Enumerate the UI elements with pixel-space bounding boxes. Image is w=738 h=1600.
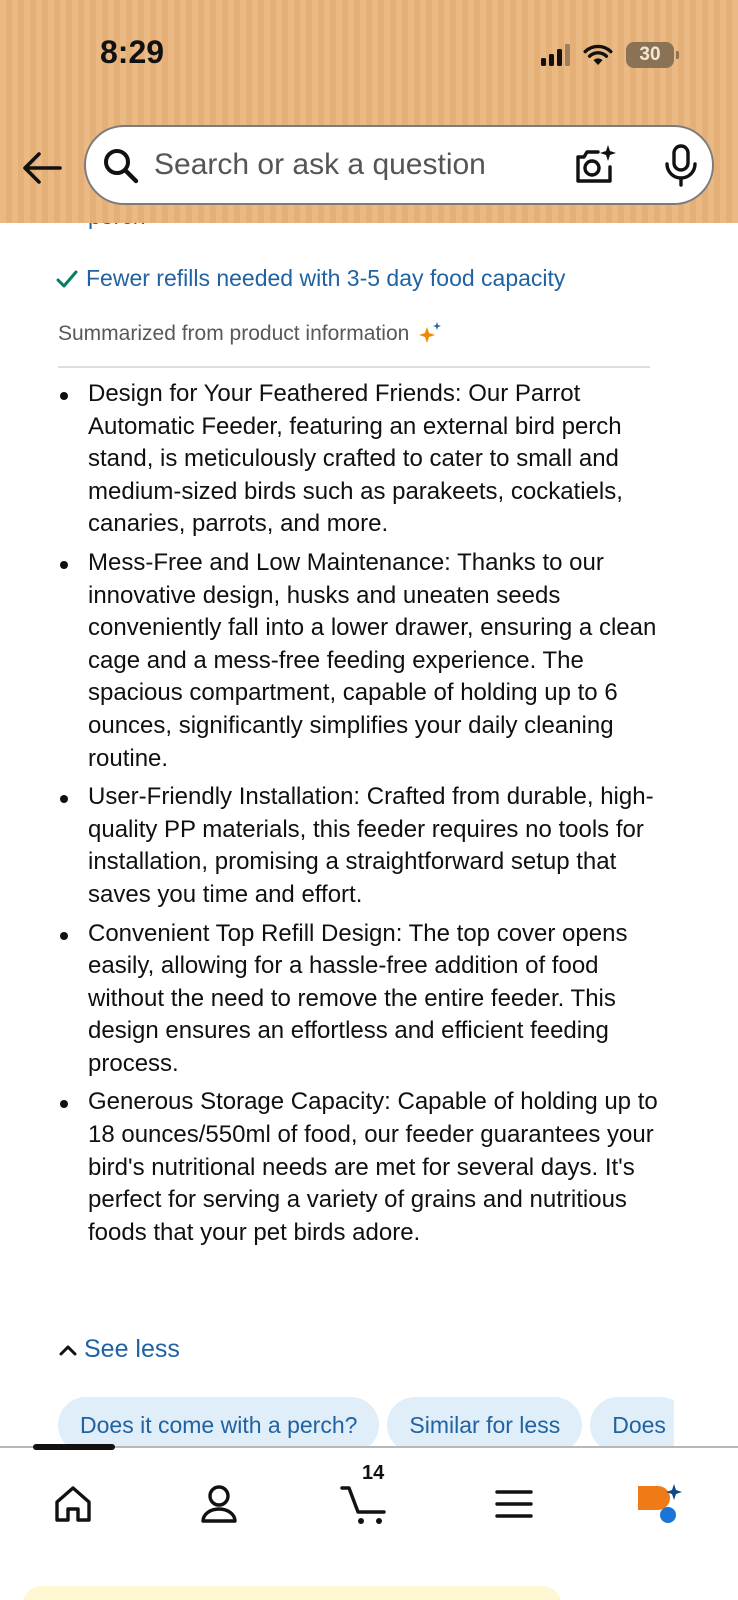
- wifi-icon: [582, 43, 614, 67]
- checkmark-icon: [56, 269, 78, 289]
- summarized-note: [58, 321, 443, 347]
- product-highlight[interactable]: [56, 265, 565, 292]
- camera-sparkle-icon: [572, 143, 618, 189]
- nav-account[interactable]: [189, 1474, 249, 1534]
- feature-bullet: Mess-Free and Low Maintenance: Thanks to our innovative design, husks and uneaten seeds conveniently fall into a lower drawer, ensuring a clean cage and a mess-free feeding experience. The spacious compartment, capable of holding up to 6 ounces, significantly simplifies your daily cleaning routine.: [58, 547, 658, 775]
- nav-menu[interactable]: [484, 1474, 544, 1534]
- search-bar[interactable]: [84, 125, 714, 205]
- home-icon: [53, 1485, 93, 1523]
- feature-bullet: User-Friendly Installation: Crafted from durable, high-quality PP materials, this feeder requires no tools for installation, promising a straightforward setup that saves you time and effort.: [58, 781, 658, 911]
- header: [0, 0, 738, 223]
- search-icon: [102, 147, 140, 185]
- bottom-nav: [0, 1446, 738, 1600]
- feature-bullet: Generous Storage Capacity: Capable of holding up to 18 ounces/550ml of food, our feeder guarantees your bird's nutritional needs are met for several days. It's perfect for serving a variety of grains and nutritious foods that your pet birds adore.: [58, 1086, 658, 1249]
- feature-bullet: Design for Your Feathered Friends: Our Parrot Automatic Feeder, featuring an external bird perch stand, is meticulously crafted to cater to small and medium-sized birds such as parakeets, cockatiels, canaries, parrots, and more.: [58, 378, 658, 541]
- nav-cart[interactable]: [336, 1474, 396, 1534]
- back-button[interactable]: [20, 146, 64, 190]
- microphone-icon: [658, 143, 704, 189]
- menu-icon: [495, 1488, 533, 1520]
- highlight-text: Fewer refills needed with 3-5 day food capacity: [86, 265, 566, 291]
- ai-assistant-icon: [634, 1482, 686, 1526]
- suggestion-chip[interactable]: Does: [590, 1397, 674, 1453]
- back-arrow-icon: [22, 151, 62, 185]
- search-input[interactable]: [154, 139, 554, 191]
- active-tab-indicator: [33, 1444, 115, 1450]
- suggestion-chip[interactable]: Does it come with a perch?: [58, 1397, 379, 1453]
- nav-rufus-ai[interactable]: [630, 1474, 690, 1534]
- user-icon: [200, 1484, 238, 1524]
- status-icons: [541, 38, 674, 72]
- nav-home[interactable]: [43, 1474, 103, 1534]
- voice-search-button[interactable]: [658, 143, 704, 189]
- cart-icon: [340, 1482, 392, 1526]
- suggestion-chip[interactable]: Similar for less: [387, 1397, 582, 1453]
- ai-sparkle-icon: [417, 321, 443, 347]
- see-less-label: See less: [84, 1335, 180, 1363]
- feature-bullet: Convenient Top Refill Design: The top cover opens easily, allowing for a hassle-free addition of food without the need to remove the entire feeder. This design ensures an effortless and efficient feeding process.: [58, 918, 658, 1081]
- summarized-label: Summarized from product information: [58, 322, 410, 345]
- cellular-signal-icon: [541, 44, 570, 66]
- divider: [58, 366, 650, 368]
- chevron-up-icon: [58, 1343, 78, 1357]
- status-time: 8:29: [100, 34, 165, 70]
- see-less-link[interactable]: [58, 1335, 180, 1364]
- battery-indicator: 30: [626, 42, 674, 68]
- camera-search-button[interactable]: [572, 143, 618, 189]
- bottom-sheet-peek: [22, 1586, 562, 1600]
- cart-count: 14: [362, 1462, 385, 1484]
- feature-bullets: [58, 378, 658, 1255]
- suggestion-chips: [58, 1397, 674, 1453]
